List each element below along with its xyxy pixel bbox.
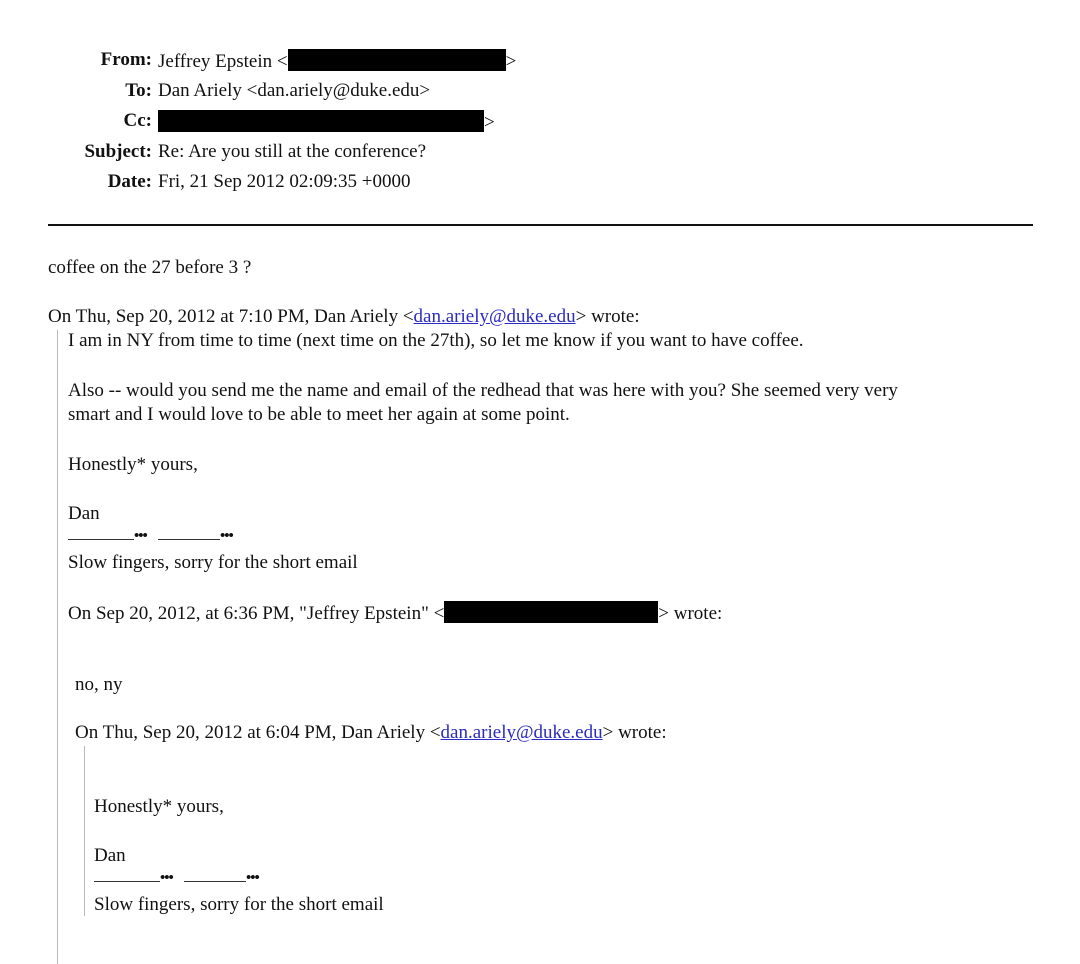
- signature-divider-1: ••• •••: [68, 532, 248, 546]
- quote-bar-1: [57, 330, 58, 964]
- reply-text: coffee on the 27 before 3 ?: [48, 257, 252, 278]
- quote-3-name: Dan: [94, 845, 126, 866]
- quote-attribution-3: On Thu, Sep 20, 2012 at 6:04 PM, Dan Ariely <dan.ariely@duke.edu> wrote:: [75, 722, 667, 743]
- quote-1-closing: Honestly* yours,: [68, 454, 198, 475]
- redaction-block: [158, 110, 484, 132]
- from-value: Jeffrey Epstein <: [158, 51, 288, 72]
- header-divider: [48, 224, 1033, 226]
- quote-1-name: Dan: [68, 503, 100, 524]
- quote-1-line-2: Also -- would you send me the name and email of the redhead that was here with you? She seemed very very: [68, 380, 898, 401]
- to-label: To:: [125, 80, 152, 101]
- quote-3-closing: Honestly* yours,: [94, 796, 224, 817]
- subject-label: Subject:: [84, 141, 152, 162]
- email-link-1[interactable]: dan.ariely@duke.edu: [413, 306, 576, 327]
- quote-1-line-3: smart and I would love to be able to meet her again at some point.: [68, 404, 570, 425]
- redaction-block: [444, 601, 658, 623]
- date-value: Fri, 21 Sep 2012 02:09:35 +0000: [158, 171, 411, 192]
- quote-2-reply: no, ny: [75, 674, 123, 695]
- cc-value-end: >: [484, 112, 495, 133]
- quote-3-footer: Slow fingers, sorry for the short email: [94, 894, 384, 915]
- from-label: From:: [100, 49, 152, 70]
- from-value-end: >: [505, 51, 517, 72]
- to-value: Dan Ariely <dan.ariely@duke.edu>: [158, 80, 431, 101]
- quote-1-footer: Slow fingers, sorry for the short email: [68, 552, 358, 573]
- redaction-block: [288, 49, 506, 71]
- quote-bar-3: [84, 746, 85, 916]
- date-label: Date:: [107, 171, 152, 192]
- subject-value: Re: Are you still at the conference?: [158, 141, 427, 162]
- cc-label: Cc:: [123, 110, 152, 131]
- email-link-2[interactable]: dan.ariely@duke.edu: [440, 722, 603, 743]
- signature-divider-3: ••• •••: [94, 874, 274, 888]
- quote-attribution-2: On Sep 20, 2012, at 6:36 PM, "Jeffrey Epstein" < > wrote:: [68, 603, 723, 624]
- quote-1-line-1: I am in NY from time to time (next time on the 27th), so let me know if you want to have coffee.: [68, 330, 804, 351]
- quote-attribution-1: On Thu, Sep 20, 2012 at 7:10 PM, Dan Ariely <dan.ariely@duke.edu> wrote:: [48, 306, 640, 327]
